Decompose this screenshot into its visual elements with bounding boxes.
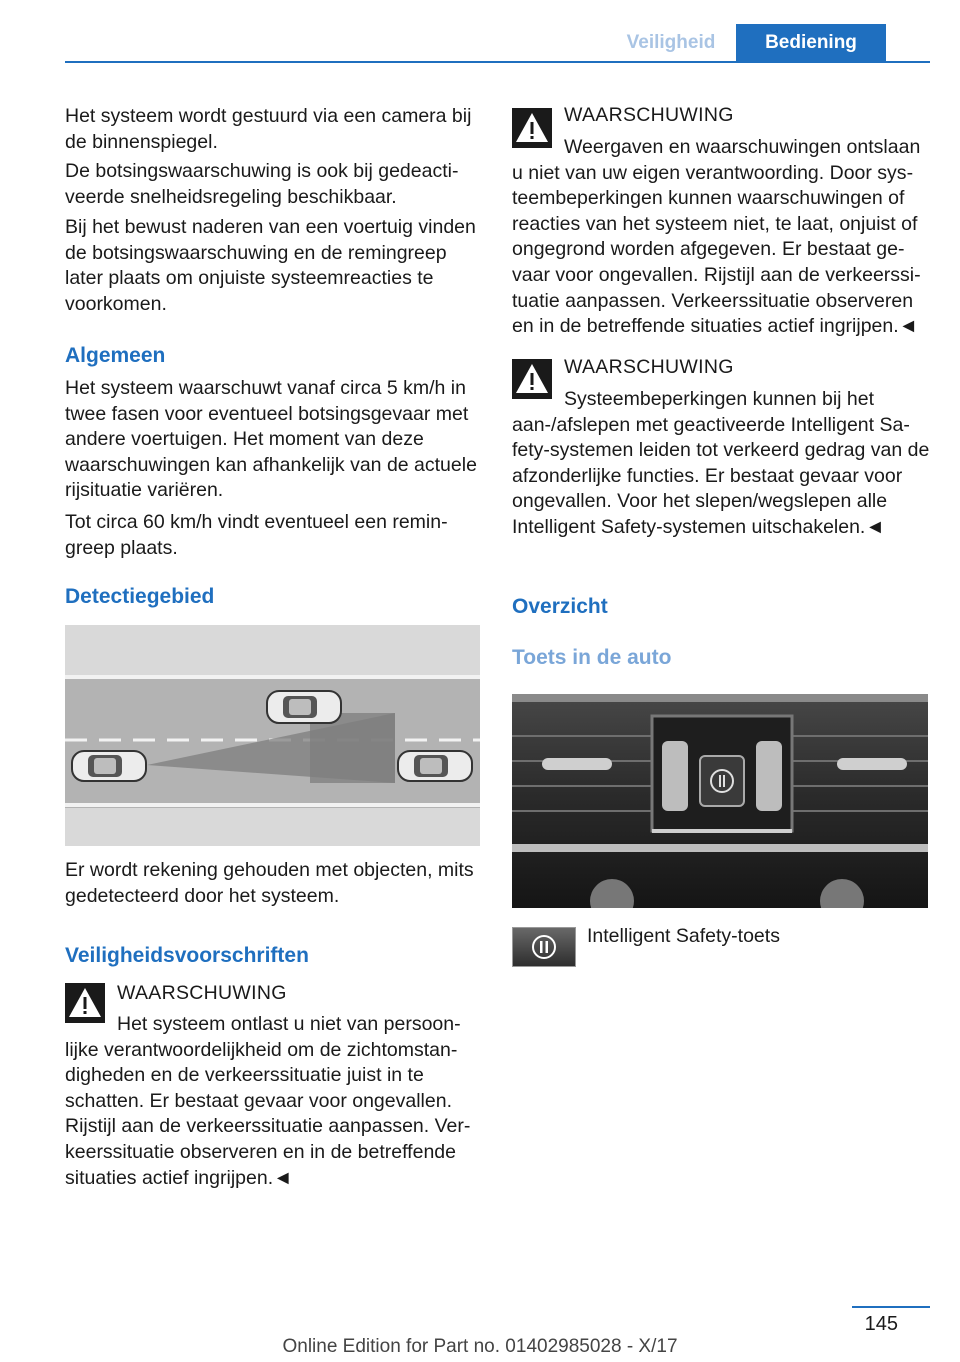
edition-footer: Online Edition for Part no. 01402985028 - X/17: [282, 1336, 678, 1357]
heading-detectiegebied: Detectiegebied: [65, 585, 215, 608]
own-car-icon: [72, 751, 146, 781]
intelligent-safety-button-icon: [512, 927, 576, 967]
warning-text: Het systeem ontlast u niet van persoonlijke verantwoordelijkheid om de zichtomstandigheden en de verkeerssituatie juist in te schatten. Er bestaat gevaar voor ongevallen. Rijstijl aan de verkeerssituatie aanpassen. Verkeerssituatie observeren en in de betreffende situaties actief ingrijpen.◄: [65, 1013, 471, 1189]
button-caption: Intelligent Safety-toets: [587, 925, 780, 947]
paragraph-naderen: Bij het bewust naderen van een voertuig vinden de botsingswaarschuwing en de remingreep later plaats om onjuiste systeemreacties te voorkomen.: [65, 216, 476, 315]
car-ahead-icon: [398, 751, 472, 781]
warning-title-1: WAARSCHUWING: [564, 104, 734, 126]
dashboard-button-photo: [512, 686, 928, 908]
heading-algemeen: Algemeen: [65, 344, 166, 367]
car-upper-icon: [267, 691, 341, 723]
paragraph-objecten: Er wordt rekening gehouden met objecten, mits gedetecteerd door het systeem.: [65, 859, 474, 907]
heading-overzicht: Overzicht: [512, 595, 608, 618]
tab-veiligheid[interactable]: Veiligheid: [626, 32, 716, 53]
paragraph-camera: Het systeem wordt gestuurd via een camera bij de binnenspiegel.: [65, 105, 472, 153]
paragraph-snelheidsregeling: De botsingswaarschuwing is ook bij gedeactiveerde snelheidsregeling beschikbaar.: [65, 160, 459, 208]
warning-text-1: Weergaven en waarschuwingen ontslaan u niet van uw eigen verantwoording. Door systeembeperkingen kunnen waarschuwingen of reacties van het systeem niet, te laat, onjuist of ongegrond worden afgegeven. Er bestaat gevaar voor ongevallen. Rijstijl aan de verkeerssituatie aanpassen. Verkeerssituatie observeren en in de betreffende situaties actief ingrijpen.◄: [512, 136, 921, 338]
paragraph-algemeen: Het systeem waarschuwt vanaf circa 5 km/h in twee fasen voor eventueel botsingsgevaar met andere voertuigen. Het moment van deze waarschuwingen kan afhankelijk van de actuele rijsituatie variëren.: [65, 377, 477, 502]
warning-title-2: WAARSCHUWING: [564, 356, 734, 378]
heading-veiligheidsvoorschriften: Veiligheidsvoorschriften: [65, 944, 309, 967]
detection-area-illustration: [65, 625, 480, 846]
tab-bediening[interactable]: Bediening: [736, 24, 886, 61]
footer-rule: [852, 1306, 930, 1308]
page-number: 145: [864, 1313, 898, 1335]
header-rule: [65, 61, 930, 63]
warning-text-2: Systeembeperkingen kunnen bij het aan-/afslepen met geactiveerde Intelligent Safety-systemen leiden tot verkeerd gedrag van de afzonderlijke functies. Er bestaat gevaar voor ongevallen. Voor het slepen/wegslepen alle Intelligent Safety-systemen uitschakelen.◄: [512, 388, 930, 538]
warning-title: WAARSCHUWING: [117, 982, 287, 1004]
paragraph-remingreep: Tot circa 60 km/h vindt eventueel een remingreep plaats.: [65, 511, 448, 559]
heading-toets-in-de-auto: Toets in de auto: [512, 646, 672, 669]
